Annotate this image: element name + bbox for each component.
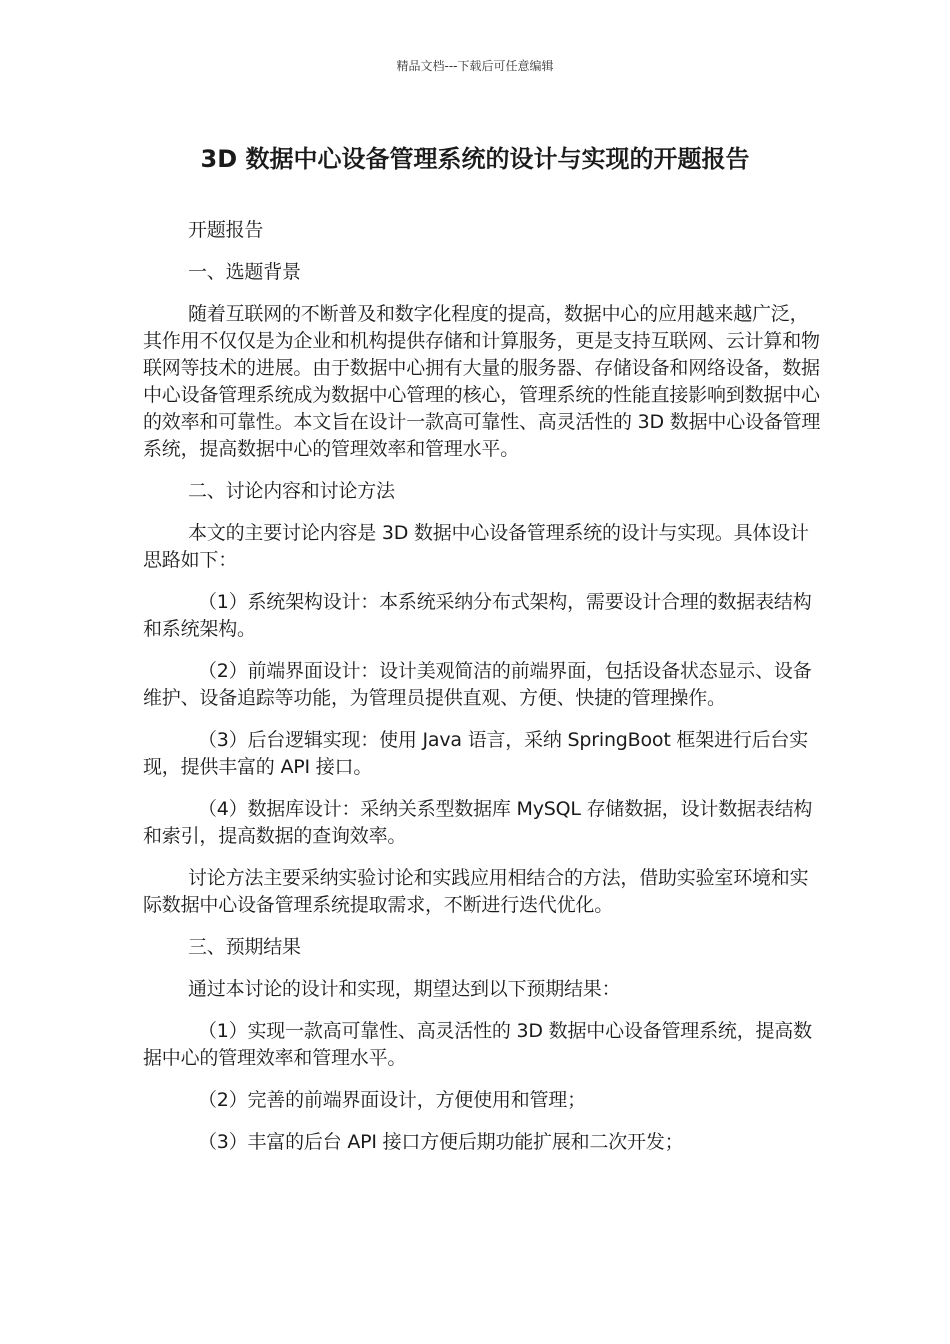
list-item-result-2: （2）完善的前端界面设计，方便使用和管理； xyxy=(198,1089,586,1111)
document-title: 3D 数据中心设备管理系统的设计与实现的开题报告 xyxy=(200,145,750,173)
list-item-backend: （3）后台逻辑实现：使用 Java 语言，采纳 SpringBoot 框架进行后台实现，提供丰富的 API 接口。 xyxy=(143,729,809,778)
paragraph-results-intro: 通过本讨论的设计和实现，期望达到以下预期结果： xyxy=(188,978,621,1000)
paragraph-methods-intro: 本文的主要讨论内容是 3D 数据中心设备管理系统的设计与实现。具体设计思路如下： xyxy=(143,522,809,571)
paragraph-methods: 讨论方法主要采纳实验讨论和实践应用相结合的方法，借助实验室环境和实际数据中心设备管理系统提取需求，不断进行迭代优化。 xyxy=(143,867,809,916)
list-item-architecture: （1）系统架构设计：本系统采纳分布式架构，需要设计合理的数据表结构和系统架构。 xyxy=(143,591,812,640)
section-heading-results: 三、预期结果 xyxy=(188,936,301,958)
section-heading-methods: 二、讨论内容和讨论方法 xyxy=(188,480,395,502)
document-body xyxy=(143,217,823,1171)
list-item-result-1: （1）实现一款高可靠性、高灵活性的 3D 数据中心设备管理系统，提高数据中心的管理效率和管理水平。 xyxy=(143,1020,812,1069)
paragraph-background: 随着互联网的不断普及和数字化程度的提高，数据中心的应用越来越广泛，其作用不仅仅是为企业和机构提供存储和计算服务，更是支持互联网、云计算和物联网等技术的进展。由于数据中心拥有大量的服务器、存储设备和网络设备，数据中心设备管理系统成为数据中心管理的核心，管理系统的性能直接影响到数据中心的效率和可靠性。本文旨在设计一款高可靠性、高灵活性的 3D 数据中心设备管理系统，提高数据中心的管理效率和管理水平。 xyxy=(143,303,821,460)
section-heading-background: 一、选题背景 xyxy=(188,261,301,283)
page-header-note: 精品文档---下载后可任意编辑 xyxy=(396,59,554,73)
paragraph-proposal-label: 开题报告 xyxy=(188,219,264,241)
list-item-result-3: （3）丰富的后台 API 接口方便后期功能扩展和二次开发； xyxy=(198,1131,684,1153)
list-item-database: （4）数据库设计：采纳关系型数据库 MySQL 存储数据，设计数据表结构和索引，提高数据的查询效率。 xyxy=(143,798,813,847)
list-item-frontend: （2）前端界面设计：设计美观简洁的前端界面，包括设备状态显示、设备维护、设备追踪等功能，为管理员提供直观、方便、快捷的管理操作。 xyxy=(143,660,812,709)
